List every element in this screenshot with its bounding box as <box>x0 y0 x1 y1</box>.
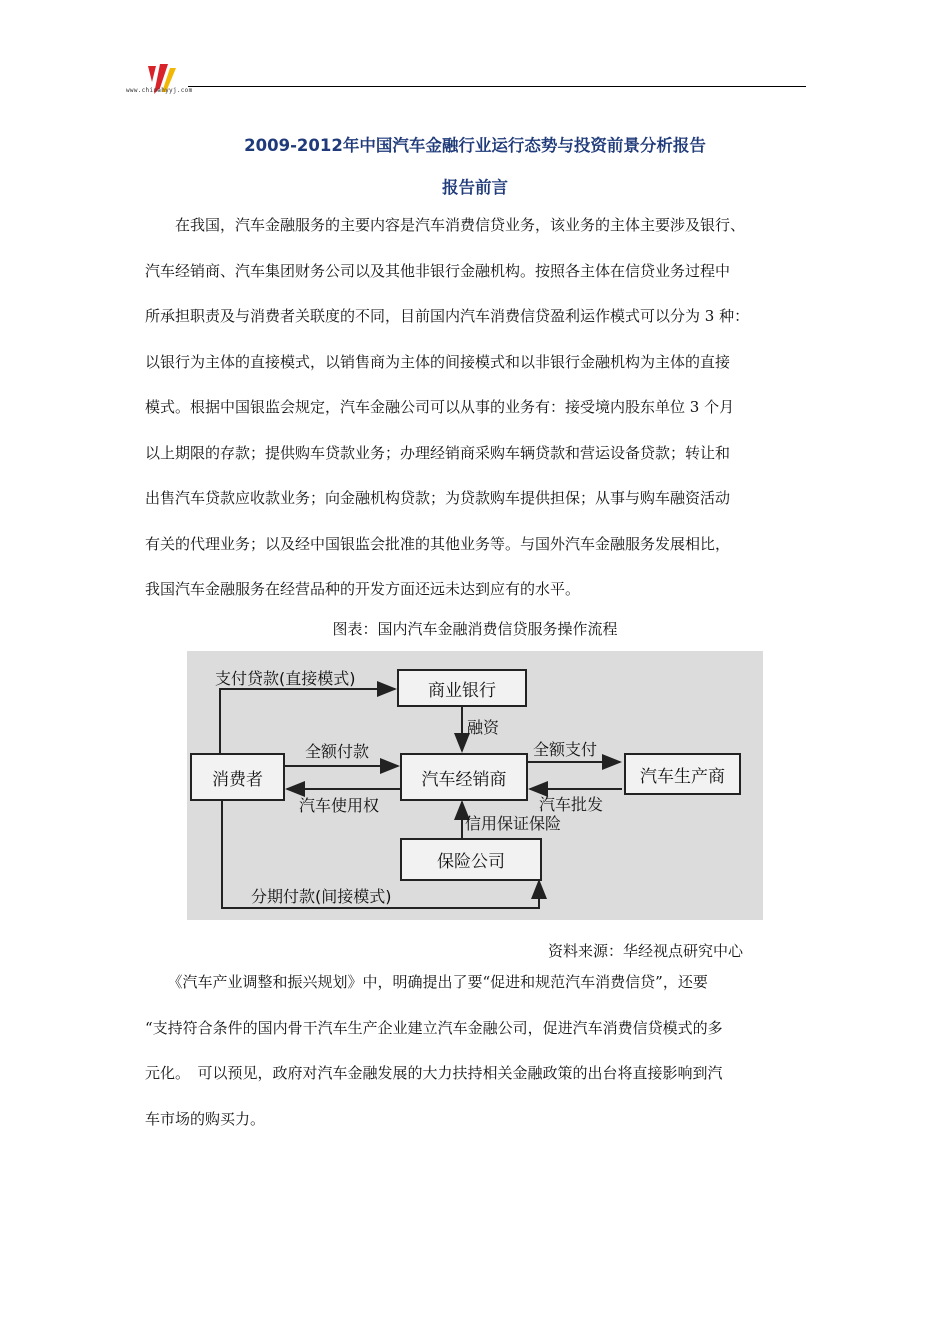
label-usage-right: 汽车使用权 <box>299 796 380 815</box>
text-line: 《汽车产业调整和振兴规划》中，明确提出了要“促进和规范汽车消费信贷”，还要 <box>145 973 708 991</box>
text-line: 所承担职责及与消费者关联度的不同，目前国内汽车消费信贷盈利运作模式可以分为 3 种： <box>145 307 750 325</box>
node-manufacturer: 汽车生产商 <box>624 753 741 795</box>
text-line: 出售汽车贷款应收款业务；向金融机构贷款；为贷款购车提供担保；从事与购车融资活动 <box>145 489 731 507</box>
figure-caption: 图表：国内汽车金融消费信贷服务操作流程 <box>332 620 618 638</box>
header-rule <box>188 86 806 87</box>
label-financing: 融资 <box>467 718 500 737</box>
node-dealer: 汽车经销商 <box>400 753 528 801</box>
label-full-payment: 全额付款 <box>305 742 370 761</box>
text-line: 车市场的购买力。 <box>145 1109 266 1128</box>
intro-paragraph <box>145 203 807 613</box>
node-insurer: 保险公司 <box>400 838 542 881</box>
text-line: 汽车经销商、汽车集团财务公司以及其他非银行金融机构。按照各主体在信贷业务过程中 <box>145 261 731 280</box>
node-bank: 商业银行 <box>397 669 527 707</box>
text-line: 元化。 可以预见，政府对汽车金融发展的大力扶持相关金融政策的出台将直接影响到汽 <box>145 1064 723 1082</box>
text-line: 有关的代理业务；以及经中国银监会批准的其他业务等。与国外汽车金融服务发展相比， <box>145 534 731 553</box>
label-installment: 分期付款(间接模式) <box>251 887 392 906</box>
label-full-pay-mfr: 全额支付 <box>533 740 598 759</box>
report-title: 2009-2012年中国汽车金融行业运行态势与投资前景分析报告 <box>244 136 706 155</box>
policy-paragraph <box>145 960 807 1142</box>
section-heading: 报告前言 <box>442 178 508 197</box>
logo-url-text: www.chinahyyj.com <box>126 87 193 94</box>
text-line: “支持符合条件的国内骨干汽车生产企业建立汽车金融公司，促进汽车消费信贷模式的多 <box>145 1018 723 1037</box>
text-line: 在我国，汽车金融服务的主要内容是汽车消费信贷业务，该业务的主体主要涉及银行、 <box>145 216 746 234</box>
label-credit-insurance: 信用保证保险 <box>465 814 562 833</box>
node-consumer: 消费者 <box>190 753 285 801</box>
text-line: 以银行为主体的直接模式，以销售商为主体的间接模式和以非银行金融机构为主体的直接 <box>145 352 731 371</box>
text-line: 模式。根据中国银监会规定，汽车金融公司可以从事的业务有：接受境内股东单位 3 个月 <box>145 398 735 416</box>
text-line: 以上期限的存款；提供购车贷款业务；办理经销商采购车辆贷款和营运设备贷款；转让和 <box>145 443 731 462</box>
label-wholesale: 汽车批发 <box>539 795 604 814</box>
figure-source: 资料来源：华经视点研究中心 <box>548 942 744 960</box>
credit-flow-diagram <box>187 651 763 920</box>
label-direct-payment: 支付贷款(直接模式) <box>215 669 356 688</box>
text-line: 我国汽车金融服务在经营品种的开发方面还远未达到应有的水平。 <box>145 580 581 598</box>
